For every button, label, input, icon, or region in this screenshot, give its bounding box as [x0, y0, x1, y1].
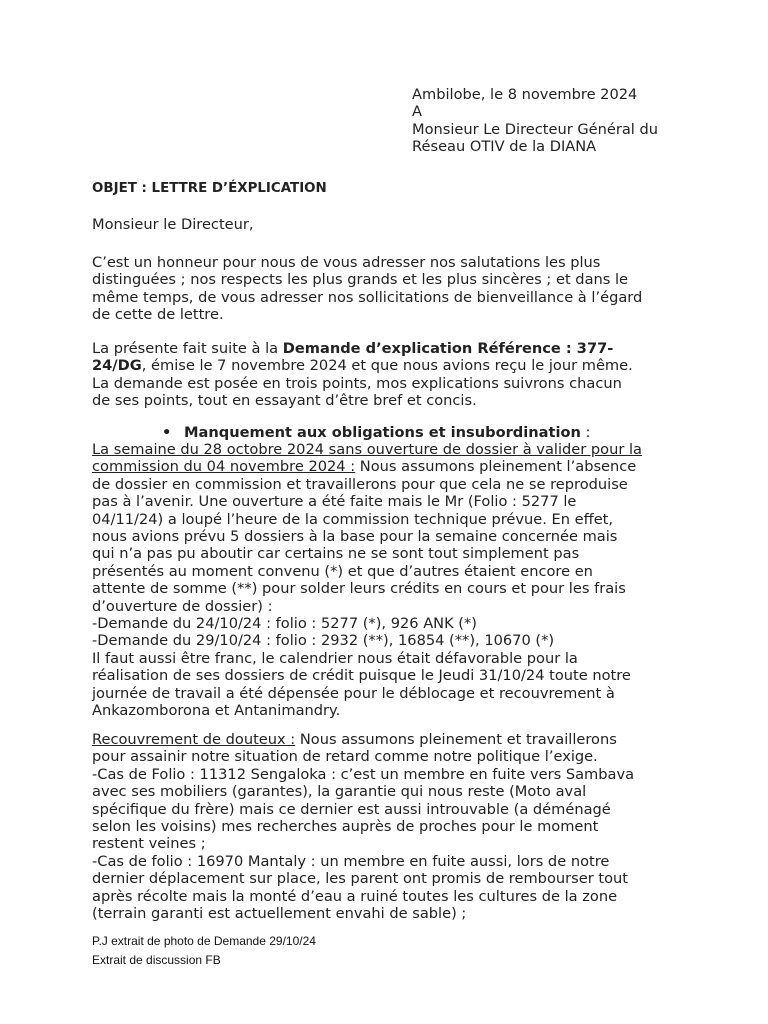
- recipient-line-1: Monsieur Le Directeur Général du: [412, 120, 659, 138]
- section-line: restent veines ;: [92, 835, 206, 853]
- section-line: d’ouverture de dossier) :: [92, 597, 273, 615]
- section-line: [92, 731, 682, 748]
- section-line: -Cas de Folio : 11312 Sengaloka : c’est un membre en fuite vers Sambava: [92, 765, 635, 783]
- salutation: Monsieur le Directeur,: [92, 216, 254, 233]
- section-text: Nous assumons pleinement l’absence: [355, 458, 637, 476]
- section-line: Ankazomborona et Antanimandry.: [92, 702, 341, 720]
- place-date: Ambilobe, le 8 novembre 2024: [412, 86, 638, 103]
- section-line: -Demande du 29/10/24 : folio : 2932 (**), 16854 (**), 10670 (*): [92, 632, 555, 650]
- intro-line: distinguées ; nos respects les plus grands et les plus sincères ; et dans le: [92, 271, 629, 289]
- to-label: A: [412, 103, 422, 121]
- section-line: spécifique du frère) mais ce dernier est aussi introuvable (a déménagé: [92, 800, 611, 818]
- demand-reference: Demande d’explication Référence : 377-: [282, 340, 614, 357]
- section-obligations: [92, 441, 682, 720]
- section-line: attente de somme (**) pour solder leurs crédits en cours et pour les frais: [92, 580, 626, 598]
- section-heading: commission du 04 novembre 2024 :: [92, 458, 356, 476]
- demand-paragraph: [92, 340, 682, 410]
- section-line: avec ses mobiliers (garantes), la garantie qui nous reste (Moto aval: [92, 783, 587, 801]
- letter-header: [412, 86, 752, 156]
- section-line: 04/11/24) a loupé l’heure de la commission technique prévue. En effet,: [92, 510, 614, 528]
- attachment-note: P.J extrait de photo de Demande 29/10/24: [92, 934, 316, 948]
- section-line: journée de travail a été dépensée pour le déblocage et recouvrement à: [92, 684, 615, 702]
- bullet-heading-colon: :: [580, 424, 591, 441]
- demand-line: [92, 340, 682, 357]
- letter-subject: OBJET : LETTRE D’ÉXPLICATION: [92, 181, 327, 196]
- section-line: Il faut aussi être franc, le calendrier nous était défavorable pour la: [92, 649, 578, 667]
- intro-line: C’est un honneur pour nous de vous adresser nos salutations les plus: [92, 254, 601, 271]
- recipient-line-2: Réseau OTIV de la DIANA: [412, 138, 597, 156]
- section-line: pour assainir notre situation de retard comme notre politique l’exige.: [92, 748, 598, 766]
- demand-reference-end: 24/DG: [92, 357, 142, 375]
- section-heading: La semaine du 28 octobre 2024 sans ouverture de dossier à valider pour la: [92, 441, 642, 458]
- section-line: nous avions prévu 5 dossiers à la base pour la semaine concernée mais: [92, 528, 618, 546]
- section-line: -Cas de folio : 16970 Mantaly : un membre en fuite aussi, lors de notre: [92, 852, 610, 870]
- attachments-footer: [92, 932, 316, 969]
- intro-line: même temps, de vous adresser nos sollicitations de bienveillance à l’égard: [92, 288, 643, 306]
- section-line: -Demande du 24/10/24 : folio : 5277 (*), 926 ANK (*): [92, 615, 477, 633]
- section-line: après récolte mais la monté d’eau a ruiné toutes les cultures de la zone: [92, 887, 618, 905]
- section-line: qui n’a pas pu aboutir car certains ne se sont tout simplement pas: [92, 545, 580, 563]
- section-line: pas à l’avenir. Une ouverture a été faite mais le Mr (Folio : 5277 le: [92, 493, 577, 511]
- demand-line: La demande est posée en trois points, mos explications suivrons chacun: [92, 374, 622, 392]
- section-line: dernier déplacement sur place, les parent ont promis de rembourser tout: [92, 870, 628, 888]
- bullet-heading-title: Manquement aux obligations et insubordination: [184, 424, 581, 441]
- bullet-icon: •: [162, 424, 172, 441]
- section-recovery: [92, 731, 682, 922]
- section-line: réalisation de ses dossiers de crédit puisque le Jeudi 31/10/24 toute notre: [92, 667, 631, 685]
- demand-line: de ses points, tout en essayant d’être bref et concis.: [92, 392, 477, 410]
- intro-paragraph: [92, 254, 682, 324]
- demand-line: [92, 357, 682, 374]
- section-heading: Recouvrement de douteux :: [92, 731, 296, 748]
- section-line: [92, 458, 682, 475]
- section-line: présentés au moment convenu (*) et que d’autres étaient encore en: [92, 562, 593, 580]
- attachment-note: Extrait de discussion FB: [92, 952, 221, 967]
- section-line: selon les voisins) mes recherches auprès de proches pour le moment: [92, 818, 599, 836]
- demand-text: , émise le 7 novembre 2024 et que nous avions reçu le jour même.: [141, 357, 633, 375]
- section-line: (terrain garanti est actuellement envahi de sable) ;: [92, 905, 467, 923]
- bullet-heading-text: [184, 424, 590, 441]
- section-line: de dossier en commission et travaillerons pour que cela ne se reproduise: [92, 475, 628, 493]
- intro-line: de cette de lettre.: [92, 306, 224, 324]
- section-text: Nous assumons pleinement et travaillerons: [295, 731, 617, 748]
- demand-text: La présente fait suite à la: [92, 340, 283, 357]
